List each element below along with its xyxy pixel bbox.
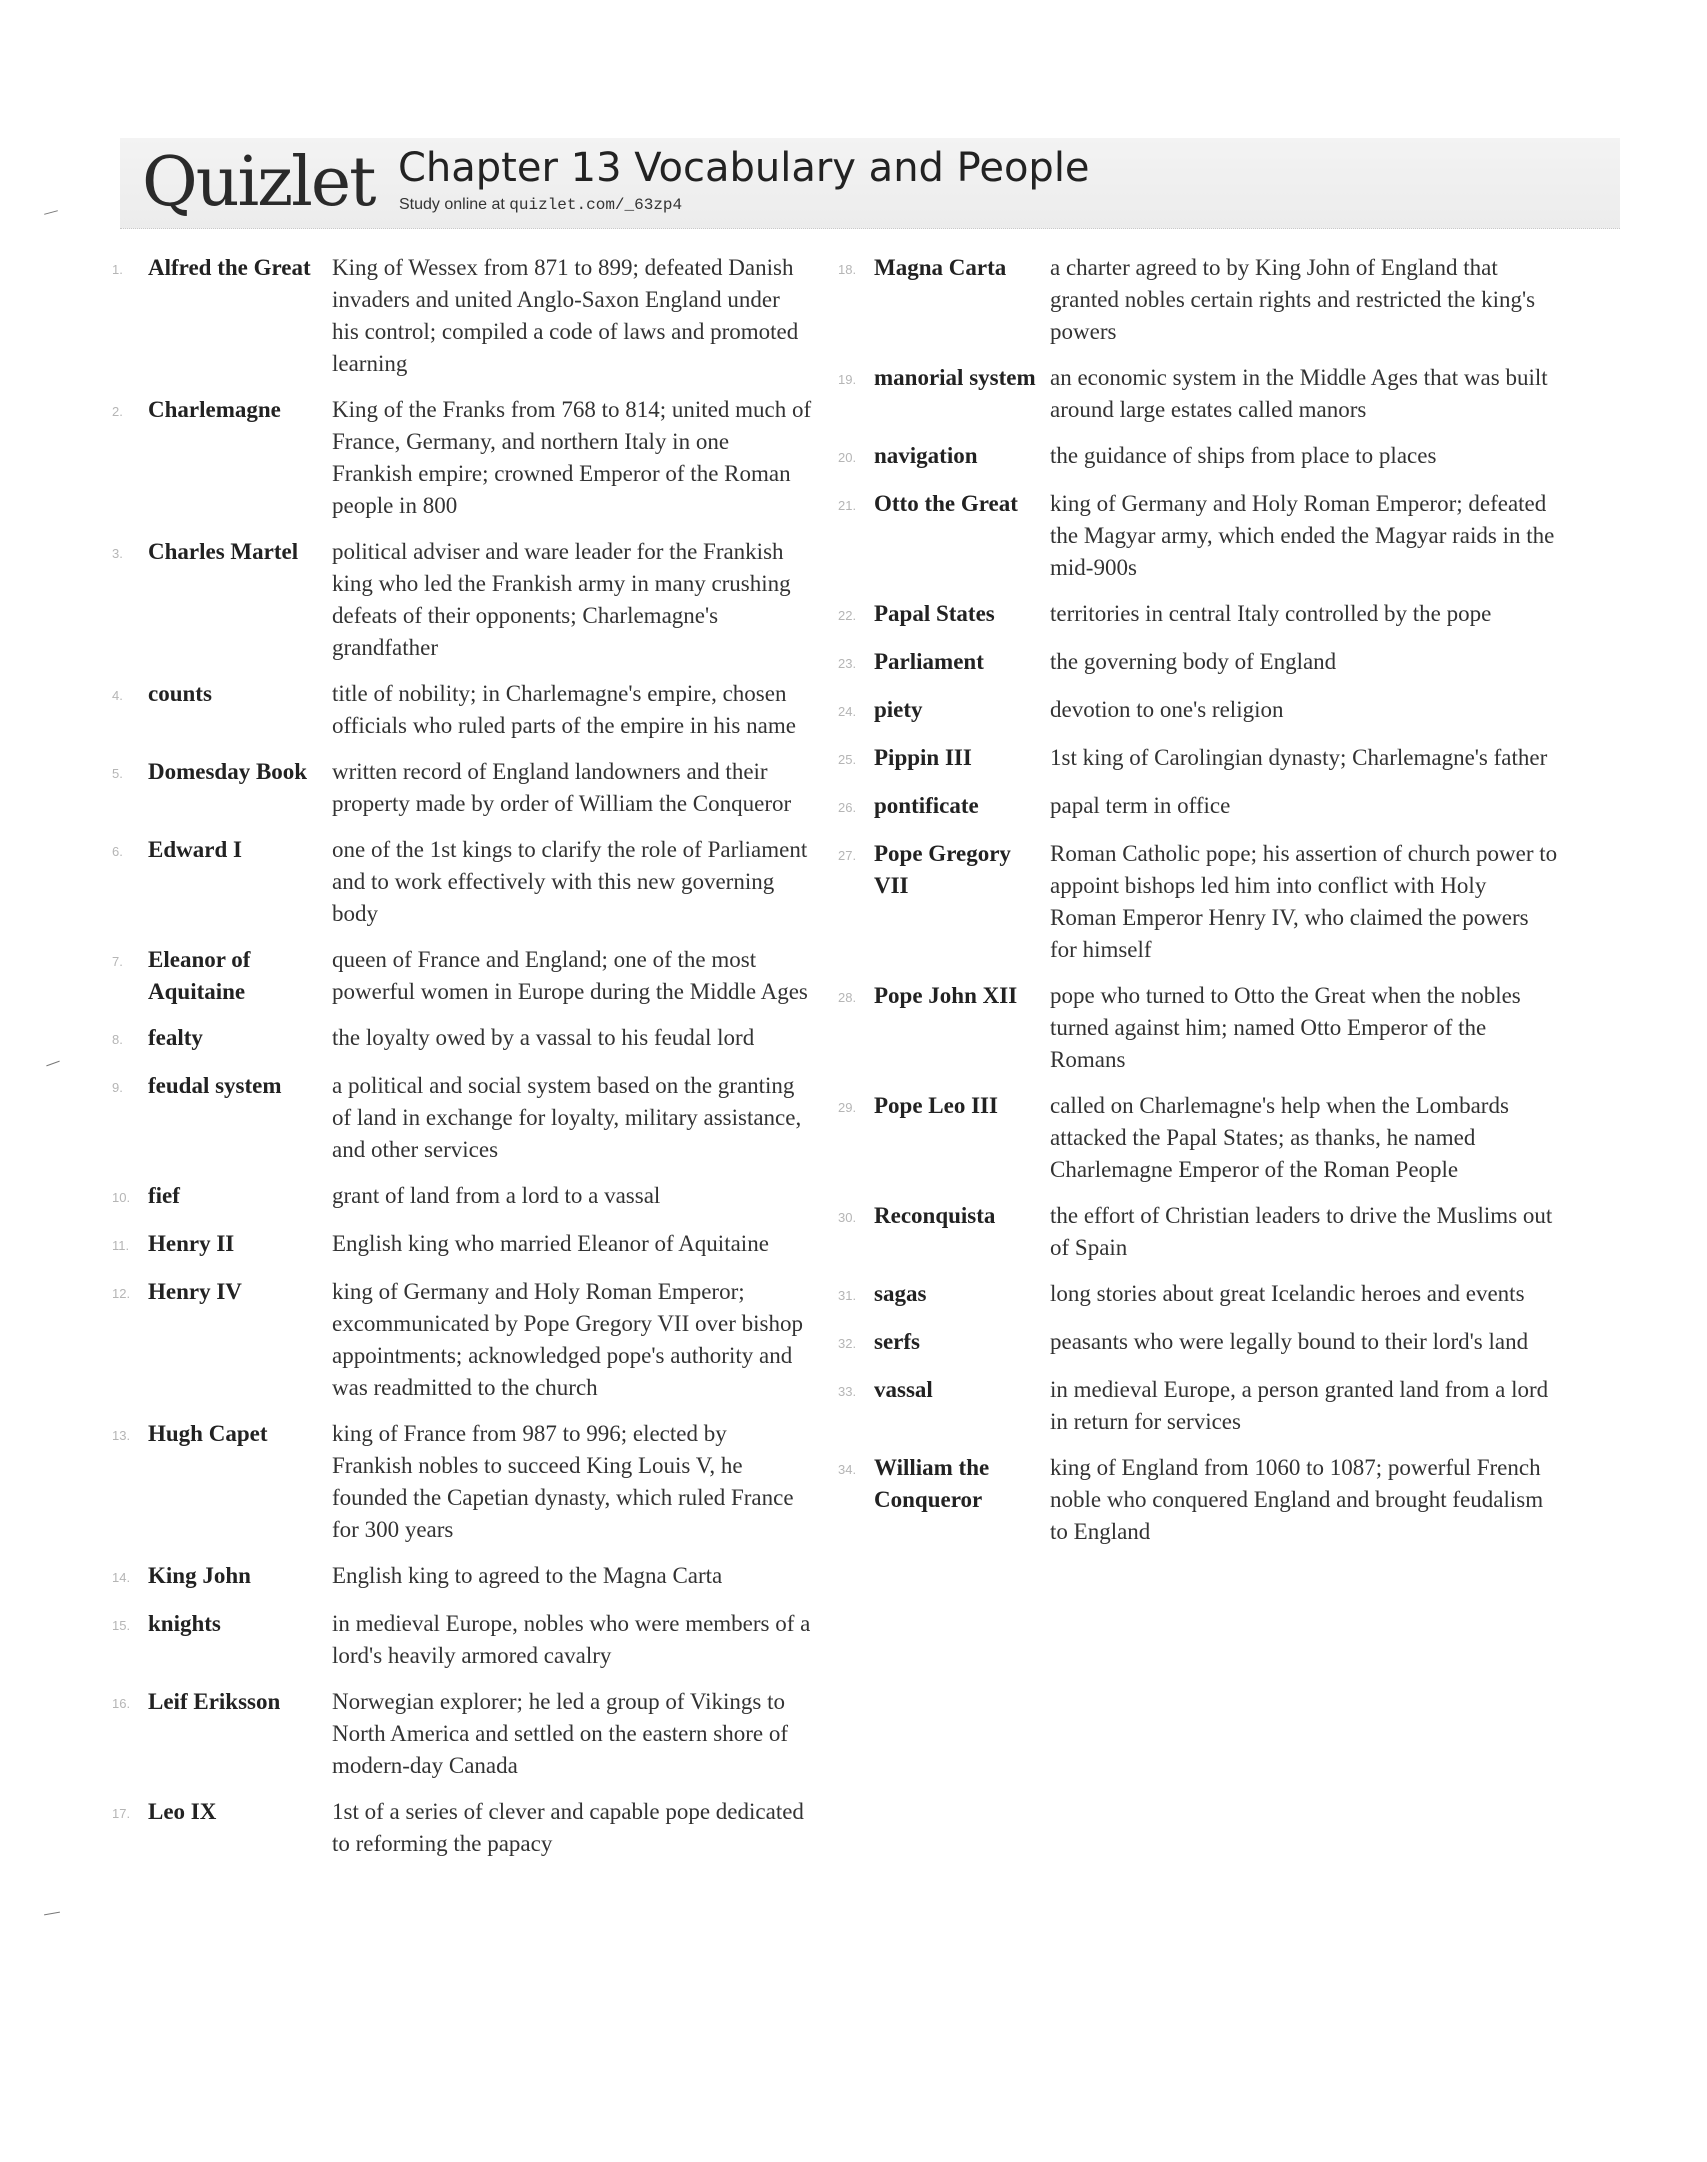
entry-number: 13.	[112, 1428, 131, 1443]
entry-number: 14.	[112, 1570, 131, 1585]
vocab-entry	[838, 1374, 1558, 1438]
entry-number: 11.	[112, 1238, 130, 1253]
entry-definition: peasants who were legally bound to their lord's land	[1050, 1329, 1529, 1354]
vocab-entry	[838, 742, 1558, 776]
entry-number: 6.	[112, 844, 123, 859]
entry-definition: devotion to one's religion	[1050, 697, 1284, 722]
entry-number: 16.	[112, 1696, 131, 1711]
vocab-entry	[838, 694, 1558, 728]
entry-term: pontificate	[874, 793, 979, 818]
entry-definition: in medieval Europe, a person granted land from a lord in return for services	[1050, 1377, 1549, 1434]
vocab-entry	[838, 1278, 1558, 1312]
study-online-url: quizlet.com/_63zp4	[509, 196, 683, 214]
entry-definition: king of France from 987 to 996; elected by Frankish nobles to succeed King Louis V, he founded the Capetian dynasty, which ruled France for 300 years	[332, 1421, 794, 1542]
vocab-entry	[838, 598, 1558, 632]
entry-definition: Norwegian explorer; he led a group of Vikings to North America and settled on the eastern shore of modern-day Canada	[332, 1689, 789, 1778]
vocab-entry	[112, 944, 812, 1008]
vocab-entry	[838, 980, 1558, 1076]
entry-number: 28.	[838, 990, 857, 1005]
entry-definition: the effort of Christian leaders to drive the Muslims out of Spain	[1050, 1203, 1553, 1260]
entry-term: knights	[148, 1611, 221, 1636]
quizlet-logo: Quizlet	[142, 143, 375, 222]
entry-number: 30.	[838, 1210, 857, 1225]
entry-number: 18.	[838, 262, 857, 277]
entry-definition: queen of France and England; one of the most powerful women in Europe during the Middle Ages	[332, 947, 808, 1004]
entry-term: Hugh Capet	[148, 1421, 268, 1446]
vocab-entry	[838, 440, 1558, 474]
entry-definition: written record of England landowners and their property made by order of William the Conqueror	[332, 759, 792, 816]
vocab-entry	[838, 1200, 1558, 1264]
scan-mark	[46, 1061, 59, 1067]
entry-number: 5.	[112, 766, 123, 781]
vocab-entry	[112, 1608, 812, 1672]
entry-term: Pope John XII	[874, 983, 1018, 1008]
entry-term: Parliament	[874, 649, 984, 674]
entry-term: fealty	[148, 1025, 203, 1050]
entry-term: Charles Martel	[148, 539, 299, 564]
vocab-entry	[112, 1796, 812, 1860]
entry-number: 8.	[112, 1032, 123, 1047]
entry-definition: Roman Catholic pope; his assertion of church power to appoint bishops led him into conflict with Holy Roman Emperor Henry IV, who claimed the powers for himself	[1050, 841, 1558, 962]
entry-number: 12.	[112, 1286, 131, 1301]
entry-term: Leo IX	[148, 1799, 217, 1824]
entry-definition: English king to agreed to the Magna Carta	[332, 1563, 723, 1588]
header	[120, 138, 1620, 228]
entry-definition: title of nobility; in Charlemagne's empire, chosen officials who ruled parts of the empire in his name	[332, 681, 796, 738]
entry-term: Leif Eriksson	[148, 1689, 281, 1714]
entry-term: Magna Carta	[874, 255, 1007, 280]
entry-definition: pope who turned to Otto the Great when the nobles turned against him; named Otto Emperor of the Romans	[1050, 983, 1521, 1072]
vocab-entry	[112, 1070, 812, 1166]
entry-number: 25.	[838, 752, 857, 767]
scan-mark	[44, 1912, 60, 1916]
vocab-entry	[838, 252, 1558, 348]
entry-number: 1.	[112, 262, 123, 277]
entry-definition: King of the Franks from 768 to 814; united much of France, Germany, and northern Italy in one Frankish empire; crowned Emperor of the Roman people in 800	[332, 397, 812, 518]
study-online-line	[399, 196, 682, 214]
entry-definition: papal term in office	[1050, 793, 1231, 818]
entry-term: Papal States	[874, 601, 995, 626]
entry-number: 21.	[838, 498, 857, 513]
vocab-entry	[112, 1560, 812, 1594]
entry-term: sagas	[874, 1281, 927, 1306]
vocab-entry	[838, 488, 1558, 584]
entry-definition: English king who married Eleanor of Aquitaine	[332, 1231, 769, 1256]
entry-definition: political adviser and ware leader for the Frankish king who led the Frankish army in many crushing defeats of their opponents; Charlemagne's grandfather	[332, 539, 791, 660]
right-column	[838, 252, 1558, 1562]
vocab-entry	[112, 678, 812, 742]
entry-definition: king of Germany and Holy Roman Emperor; excommunicated by Pope Gregory VII over bishop appointments; acknowledged pope's authority and was readmitted to the church	[332, 1279, 803, 1400]
entry-number: 32.	[838, 1336, 857, 1351]
entry-number: 15.	[112, 1618, 131, 1633]
vocab-entry	[838, 1452, 1558, 1548]
vocab-entry	[112, 1276, 812, 1404]
entry-number: 7.	[112, 954, 123, 969]
entry-term: feudal system	[148, 1073, 282, 1098]
entry-term: Edward I	[148, 837, 242, 862]
vocab-entry	[112, 834, 812, 930]
vocab-entry	[112, 536, 812, 664]
entry-term: manorial system	[874, 365, 1036, 390]
entry-definition: an economic system in the Middle Ages that was built around large estates called manors	[1050, 365, 1548, 422]
entry-definition: the governing body of England	[1050, 649, 1337, 674]
vocab-entry	[112, 756, 812, 820]
entry-term: Domesday Book	[148, 759, 308, 784]
entry-term: Henry II	[148, 1231, 235, 1256]
entry-definition: in medieval Europe, nobles who were members of a lord's heavily armored cavalry	[332, 1611, 811, 1668]
vocab-entry	[838, 1090, 1558, 1186]
entry-number: 2.	[112, 404, 123, 419]
entry-number: 23.	[838, 656, 857, 671]
vocab-entry	[838, 838, 1558, 966]
entry-number: 17.	[112, 1806, 131, 1821]
entry-term: fief	[148, 1183, 180, 1208]
entry-term: counts	[148, 681, 212, 706]
entry-definition: a charter agreed to by King John of England that granted nobles certain rights and restricted the king's powers	[1050, 255, 1536, 344]
vocab-entry	[112, 1228, 812, 1262]
vocab-entry	[838, 646, 1558, 680]
entry-term: navigation	[874, 443, 978, 468]
entry-term: Charlemagne	[148, 397, 281, 422]
entry-definition: called on Charlemagne's help when the Lombards attacked the Papal States; as thanks, he named Charlemagne Emperor of the Roman People	[1050, 1093, 1509, 1182]
entry-number: 9.	[112, 1080, 123, 1095]
entry-term: Reconquista	[874, 1203, 996, 1228]
entry-definition: the loyalty owed by a vassal to his feudal lord	[332, 1025, 755, 1050]
entry-term: vassal	[874, 1377, 933, 1402]
left-column	[112, 252, 812, 1874]
entry-term: Otto the Great	[874, 491, 1018, 516]
vocab-entry	[838, 1326, 1558, 1360]
scan-mark	[44, 210, 58, 215]
vocab-entry	[112, 1418, 812, 1546]
vocab-entry	[112, 1022, 812, 1056]
entry-number: 24.	[838, 704, 857, 719]
entry-number: 19.	[838, 372, 857, 387]
entry-number: 29.	[838, 1100, 857, 1115]
entry-definition: territories in central Italy controlled by the pope	[1050, 601, 1492, 626]
study-online-label: Study online at	[399, 196, 510, 213]
entry-number: 20.	[838, 450, 857, 465]
entry-definition: 1st king of Carolingian dynasty; Charlemagne's father	[1050, 745, 1548, 770]
entry-definition: king of Germany and Holy Roman Emperor; defeated the Magyar army, which ended the Magyar raids in the mid-900s	[1050, 491, 1555, 580]
vocab-entry	[838, 790, 1558, 824]
entry-term: King John	[148, 1563, 251, 1588]
entry-term: William the Conqueror	[874, 1455, 990, 1512]
entry-definition: long stories about great Icelandic heroes and events	[1050, 1281, 1525, 1306]
entry-term: Alfred the Great	[148, 255, 311, 280]
vocab-entry	[112, 394, 812, 522]
entry-number: 4.	[112, 688, 123, 703]
vocab-entry	[112, 1686, 812, 1782]
entry-definition: one of the 1st kings to clarify the role of Parliament and to work effectively with this new governing body	[332, 837, 808, 926]
vocab-entry	[112, 1180, 812, 1214]
entry-term: Pope Gregory VII	[874, 841, 1011, 898]
entry-definition: the guidance of ships from place to places	[1050, 443, 1437, 468]
entry-number: 22.	[838, 608, 857, 623]
entry-term: Henry IV	[148, 1279, 242, 1304]
entry-number: 34.	[838, 1462, 857, 1477]
entry-term: Pope Leo III	[874, 1093, 998, 1118]
entry-definition: 1st of a series of clever and capable pope dedicated to reforming the papacy	[332, 1799, 804, 1856]
entry-number: 33.	[838, 1384, 857, 1399]
entry-number: 27.	[838, 848, 857, 863]
entry-term: Pippin III	[874, 745, 972, 770]
entry-number: 3.	[112, 546, 123, 561]
entry-definition: King of Wessex from 871 to 899; defeated Danish invaders and united Anglo-Saxon England under his control; compiled a code of laws and promoted learning	[332, 255, 799, 376]
vocab-entry	[112, 252, 812, 380]
page-title: Chapter 13 Vocabulary and People	[398, 145, 1090, 191]
entry-number: 31.	[838, 1288, 857, 1303]
entry-number: 26.	[838, 800, 857, 815]
entry-definition: a political and social system based on the granting of land in exchange for loyalty, military assistance, and other services	[332, 1073, 802, 1162]
entry-number: 10.	[112, 1190, 131, 1205]
entry-definition: grant of land from a lord to a vassal	[332, 1183, 661, 1208]
entry-term: piety	[874, 697, 923, 722]
entry-definition: king of England from 1060 to 1087; powerful French noble who conquered England and brought feudalism to England	[1050, 1455, 1544, 1544]
entry-term: serfs	[874, 1329, 920, 1354]
vocab-entry	[838, 362, 1558, 426]
entry-term: Eleanor of Aquitaine	[148, 947, 251, 1004]
